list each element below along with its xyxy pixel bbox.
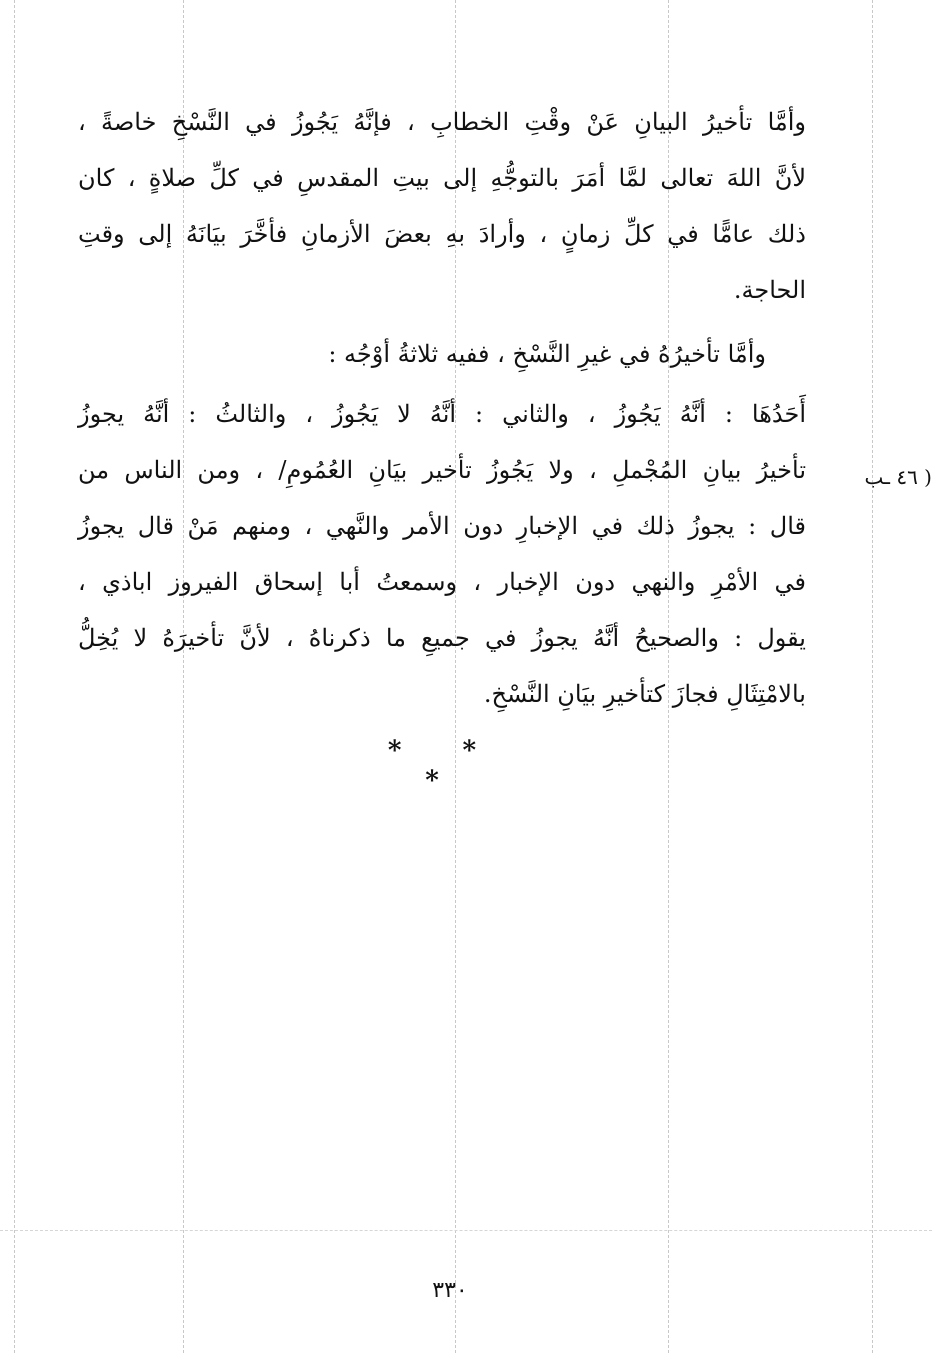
text-line: في الأمْرِ والنهي دون الإخبار ، وسمعتُ أبا إسحاق الفيروز اباذي ، [78, 568, 806, 596]
text-line: قال : يجوزُ ذلك في الإخبارِ دون الأمر والنَّهي ، ومنهم مَنْ قال يجوزُ [78, 512, 806, 540]
guide-line-left [14, 0, 15, 1353]
text-line: يقول : والصحيحُ أنَّهُ يجوزُ في جميعِ ما ذكرناهُ ، لأنَّ تأخيرَهُ لا يُخِلُّ [78, 624, 806, 652]
text-line: وأمَّا تأخيرُهُ في غيرِ النَّسْخِ ، ففيه ثلاثةُ أوْجُه : [328, 340, 766, 368]
text-line: أَحَدُهَا : أنَّهُ يَجُوزُ ، والثاني : أنَّهُ لا يَجُوزُ ، والثالثُ : أنَّهُ يجوزُ [78, 400, 807, 428]
paragraph-2 [78, 326, 806, 382]
text-line: تأخيرُ بيانِ المُجْملِ ، ولا يَجُوزُ تأخير بيَانِ العُمُومِ/ ، ومن الناس من [78, 456, 806, 484]
text-line: ذلك عامًّا في كلِّ زمانٍ ، وأرادَ بهِ بعضَ الأزمانِ فأخَّرَ بيَانَهُ إلى وقتِ [78, 220, 806, 248]
page-number: ٣٣٠ [432, 1278, 468, 1303]
paragraph-3 [78, 386, 806, 722]
guide-line-right [872, 0, 873, 1353]
guide-line-horizontal [0, 1230, 932, 1231]
paragraph-1 [78, 94, 806, 318]
text-line: وأمَّا تأخيرُ البيانِ عَنْ وقْتِ الخطابِ ، فإنَّهُ يَجُوزُ في النَّسْخِ خاصةً ، [78, 108, 806, 136]
text-line: بالامْتِثَالِ فجازَ كتأخيرِ بيَانِ النَّسْخِ. [483, 680, 806, 708]
text-line: لأنَّ اللهَ تعالى لمَّا أمَرَ بالتوجُّهِ إلى بيتِ المقدسِ في كلِّ صلاةٍ ، كان [78, 164, 807, 192]
text-line: الحاجة. [733, 276, 806, 304]
margin-folio-note: ( ٤٦ ـب [864, 465, 932, 489]
section-separator: * * * [387, 736, 503, 796]
